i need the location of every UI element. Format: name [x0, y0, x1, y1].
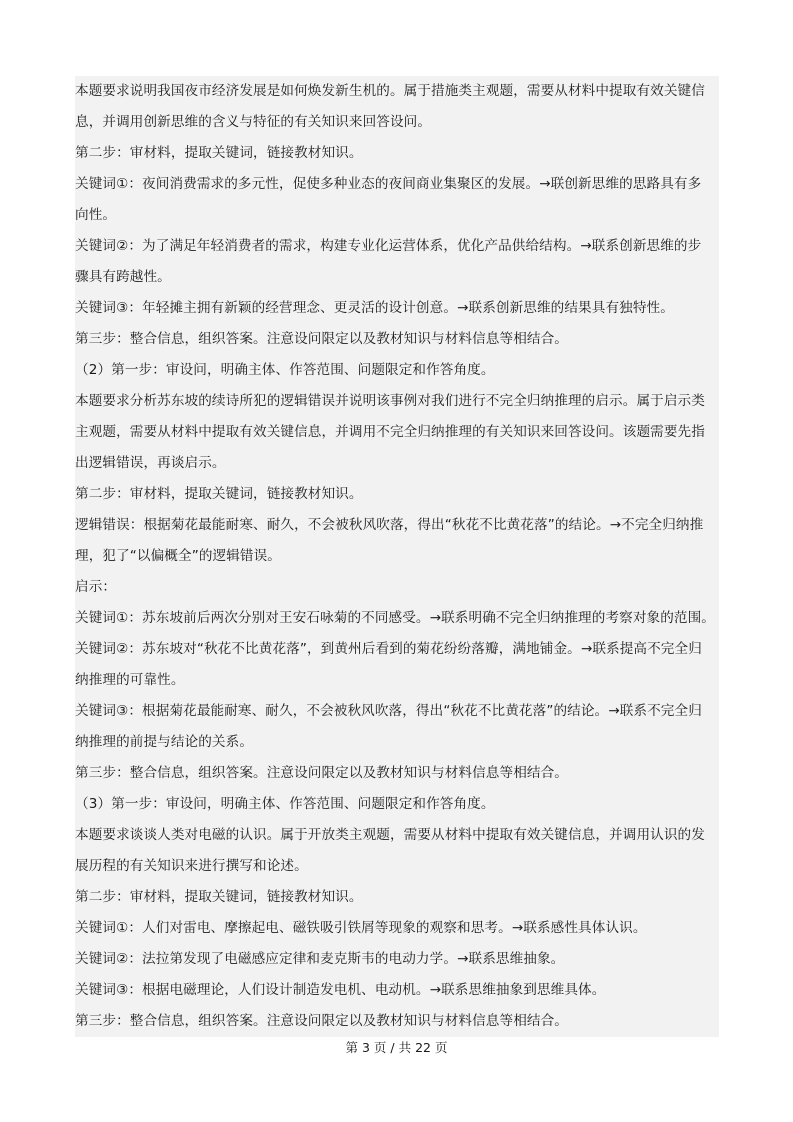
document-body: [75, 76, 719, 1037]
text-line: 逻辑错误：根据菊花最能耐寒、耐久，不会被秋风吹落，得出“秋花不比黄花落”的结论。→不完全归纳推: [75, 517, 704, 533]
text-line: 关键词①：夜间消费需求的多元性，促使多种业态的夜间商业集聚区的发展。→联创新思维的思路具有多: [75, 176, 702, 192]
text-line: 关键词②：苏东坡对“秋花不比黄花落”，到黄州后看到的菊花纷纷落瓣，满地铺金。→联系提高不完全归: [75, 641, 702, 657]
text-line: 第二步：审材料，提取关键词，链接教材知识。: [75, 486, 363, 502]
text-line: 纳推理的前提与结论的关系。: [75, 734, 254, 750]
text-line: 关键词②：法拉第发现了电磁感应定律和麦克斯韦的电动力学。→联系思维抽象。: [75, 951, 565, 967]
text-line: （3）第一步：审设问，明确主体、作答范围、问题限定和作答角度。: [75, 796, 495, 812]
text-line: （2）第一步：审设问，明确主体、作答范围、问题限定和作答角度。: [75, 362, 495, 378]
text-line: 本题要求说明我国夜市经济发展是如何焕发新生机的。属于措施类主观题，需要从材料中提取有效关键信: [75, 83, 705, 99]
text-line: 关键词③：根据电磁理论，人们设计制造发电机、电动机。→联系思维抽象到思维具体。: [75, 982, 606, 998]
text-line: 第三步：整合信息，组织答案。注意设问限定以及教材知识与材料信息等相结合。: [75, 765, 568, 781]
text-line: 纳推理的可靠性。: [75, 672, 185, 688]
text-line: 关键词①：苏东坡前后两次分别对王安石咏菊的不同感受。→联系明确不完全归纳推理的考察对象的范围。: [75, 610, 715, 626]
text-line: 理，犯了“以偏概全”的逻辑错误。: [75, 548, 281, 564]
text-line: 启示：: [75, 579, 117, 595]
page-number-footer: 第 3 页 / 共 22 页: [345, 1040, 448, 1055]
text-line: 关键词①：人们对雷电、摩擦起电、磁铁吸引铁屑等现象的观察和思考。→联系感性具体认识。: [75, 920, 647, 936]
text-line: 关键词②：为了满足年轻消费者的需求，构建专业化运营体系，优化产品供给结构。→联系创新思维的步: [75, 238, 702, 254]
text-line: 第三步：整合信息，组织答案。注意设问限定以及教材知识与材料信息等相结合。: [75, 331, 568, 347]
text-line: 骤具有跨越性。: [75, 269, 171, 285]
text-line: 关键词③：年轻摊主拥有新颖的经营理念、更灵活的设计创意。→联系创新思维的结果具有独特性。: [75, 300, 674, 316]
text-line: 主观题，需要从材料中提取有效关键信息，并调用不完全归纳推理的有关知识来回答设问。该题需要先指: [75, 424, 705, 440]
text-line: 展历程的有关知识来进行撰写和论述。: [75, 858, 308, 874]
text-line: 第三步：整合信息，组织答案。注意设问限定以及教材知识与材料信息等相结合。: [75, 1013, 568, 1029]
text-line: 关键词③：根据菊花最能耐寒、耐久，不会被秋风吹落，得出“秋花不比黄花落”的结论。→联系不完全归: [75, 703, 702, 719]
text-line: 本题要求谈谈人类对电磁的认识。属于开放类主观题，需要从材料中提取有效关键信息，并调用认识的发: [75, 827, 705, 843]
text-line: 出逻辑错误，再谈启示。: [75, 455, 226, 471]
text-line: 第二步：审材料，提取关键词，链接教材知识。: [75, 145, 363, 161]
text-line: 本题要求分析苏东坡的续诗所犯的逻辑错误并说明该事例对我们进行不完全归纳推理的启示。属于启示类: [75, 393, 705, 409]
text-line: 第二步：审材料，提取关键词，链接教材知识。: [75, 889, 363, 905]
text-line: 向性。: [75, 207, 117, 223]
text-line: 息，并调用创新思维的含义与特征的有关知识来回答设问。: [75, 114, 432, 130]
